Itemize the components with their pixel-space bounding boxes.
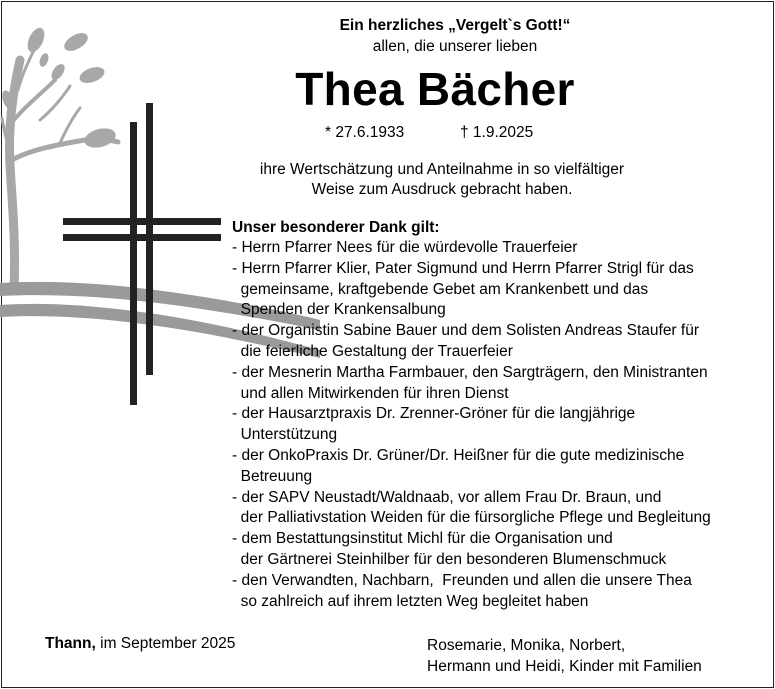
family-signature [427, 635, 702, 677]
heading-thanks: Ein herzliches „Vergelt`s Gott!“ [339, 17, 571, 34]
list-item: so zahlreich auf ihrem letzten Weg begleitet haben [232, 592, 589, 610]
thanks-list [232, 238, 711, 612]
list-item: - der SAPV Neustadt/Waldnaab, vor allem Frau Dr. Braun, und [232, 488, 662, 506]
list-item: - der Organistin Sabine Bauer und dem Solisten Andreas Staufer für [232, 322, 699, 340]
list-item: gemeinsame, kraftgebende Gebet am Krankenbett und das [232, 280, 649, 298]
list-item: - der Mesnerin Martha Farmbauer, den Sargträgern, den Ministranten [232, 363, 708, 381]
list-item: - den Verwandten, Nachbarn, Freunden und allen die unsere Thea [232, 571, 692, 589]
list-item: - der OnkoPraxis Dr. Grüner/Dr. Heißner für die gute medizinische [232, 446, 685, 464]
cross-icon [63, 103, 221, 405]
thanks-text [232, 160, 652, 200]
list-item: die feierliche Gestaltung der Trauerfeier [232, 342, 513, 360]
date-text: im September 2025 [95, 635, 236, 652]
list-item: - der Hausarztpraxis Dr. Zrenner-Gröner für die langjährige [232, 405, 636, 423]
birth-date: * 27.6.1933 [325, 124, 405, 141]
heading-subline: allen, die unserer lieben [372, 38, 538, 55]
list-item: Betreuung [232, 467, 313, 485]
deceased-name: Thea Bächer [295, 63, 575, 115]
list-item: - Herrn Pfarrer Nees für die würdevolle Trauerfeier [232, 239, 578, 256]
list-item: - Herrn Pfarrer Klier, Pater Sigmund und Herrn Pfarrer Strigl für das [232, 259, 694, 277]
list-item: - dem Bestattungsinstitut Michl für die Organisation und [232, 530, 613, 548]
list-item: Spenden der Krankensalbung [232, 301, 446, 319]
special-thanks-title: Unser besonderer Dank gilt: [232, 219, 440, 236]
thanks-line-2: Weise zum Ausdruck gebracht haben. [311, 181, 573, 198]
place-name: Thann, [45, 635, 96, 652]
list-item: der Gärtnerei Steinhilber für den besonderen Blumenschmuck [232, 550, 667, 568]
list-item: und allen Mitwirkenden für ihren Dienst [232, 384, 509, 402]
death-date: † 1.9.2025 [460, 124, 534, 141]
thanks-line-1: ihre Wertschätzung und Anteilnahme in so vielfältiger [259, 161, 625, 178]
list-item: Unterstützung [232, 426, 338, 444]
family-line-1: Rosemarie, Monika, Norbert, [427, 637, 626, 654]
tree-icon [2, 50, 118, 290]
family-line-2: Hermann und Heidi, Kinder mit Familien [427, 658, 702, 675]
list-item: der Palliativstation Weiden für die fürsorgliche Pflege und Begleitung [232, 509, 711, 527]
place-date [45, 635, 235, 653]
